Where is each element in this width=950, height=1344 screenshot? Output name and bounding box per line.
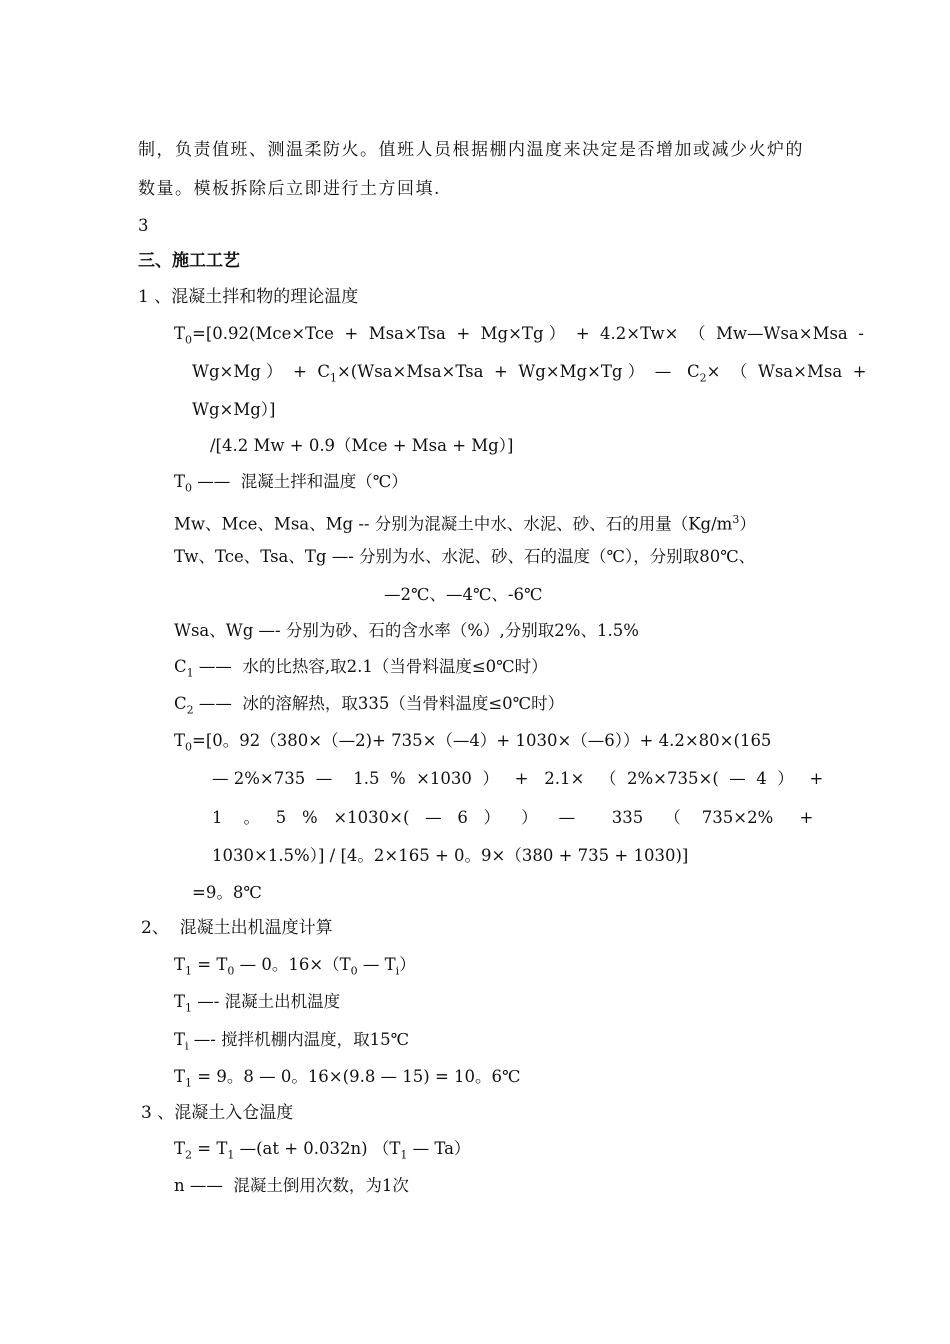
def-c2: $C_2$ —— 冰的溶解热，取335（当骨料温度≤0℃时） (174, 694, 565, 717)
calc-t0-line-4: 1030×1.5%）] / [4。2×165 + 0。9×（380 + 735 + 1030)] (212, 846, 689, 865)
def-t0: $T_0$ —— 混凝土拌和温度（℃） (174, 472, 408, 495)
formula-t0-denominator: /[4.2 Mw + 0.9（Mce + Msa + Mg）] (210, 436, 514, 455)
formula-t0-line-2: Wg×Mg ） + $C_1\times(Wsa\times Msa\times Tsa + Wg\times Mg\times Tg$ ） — $C_2\times$ （ Wsa×Msa + (192, 362, 867, 385)
def-t1: $T_1$ —- 混凝土出机温度 (174, 992, 341, 1015)
def-n: n —— 混凝土倒用次数，为1次 (174, 1176, 409, 1195)
intro-line-1: 制，负责值班、测温柔防火。值班人员根据棚内温度来决定是否增加或减少火炉的 (138, 140, 804, 160)
calc-t1: $T_1 = 9$。8 — 0。16×(9.8 — 15) = 10。6℃ (174, 1067, 521, 1090)
calc-t0-line-1: $T_0=[0$。92（380×（—2)+ 735×（—4）+ 1030×（—6））+ 4.2×80×(165 (174, 731, 772, 754)
def-temps-cont: —2℃、—4℃、-6℃ (384, 585, 543, 604)
item-3-title: 3 、混凝土入仓温度 (141, 1103, 294, 1123)
intro-line-2: 数量。模板拆除后立即进行土方回填. (138, 179, 441, 199)
section-heading: 三、施工工艺 (138, 251, 240, 271)
def-temps: Tw、Tce、Tsa、Tg —- 分别为水、水泥、砂、石的温度（℃），分别取80℃、 (174, 547, 756, 566)
def-c1: $C_1$ —— 水的比热容,取2.1（当骨料温度≤0℃时） (174, 657, 548, 680)
item-1-title: 1 、混凝土拌和物的理论温度 (138, 287, 359, 307)
calc-t0-result: =9。8℃ (192, 883, 262, 902)
formula-t2: $T_2 = T_1$ —(at + 0.032n) （$T_1$ — Ta） (174, 1139, 471, 1162)
formula-t0-line-1: $T_0=[0.92(Mce\times Tce + Msa\times Tsa + Mg\times Tg$ ） + 4.2×Tw× （ Mw—Wsa×Msa - (174, 324, 864, 347)
calc-t0-line-3: 1 。 5 % ×1030×( — 6 ） ） — 335 （ 735×2% + (212, 808, 814, 827)
def-ti: $T_i$ —- 搅拌机棚内温度，取15℃ (174, 1030, 410, 1053)
calc-t0-line-2: — 2%×735 — 1.5 % ×1030 ） + 2.1× （ 2%×735×( — 4 ） + (212, 769, 824, 788)
formula-t0-line-3: Wg×Mg）] (192, 400, 276, 419)
def-moisture: Wsa、Wg —- 分别为砂、石的含水率（%）,分别取2%、1.5% (174, 621, 639, 640)
item-2-title: 2、 混凝土出机温度计算 (141, 918, 333, 938)
formula-t1: $T_1 = T_0$ — 0。$16\times(T_0$ — $T_i$） (174, 955, 416, 978)
def-masses: Mw、Mce、Msa、Mg -- 分别为混凝土中水、水泥、砂、石的用量$(Kg/m^3)$ (174, 513, 756, 534)
page-mark: 3 (138, 216, 149, 235)
